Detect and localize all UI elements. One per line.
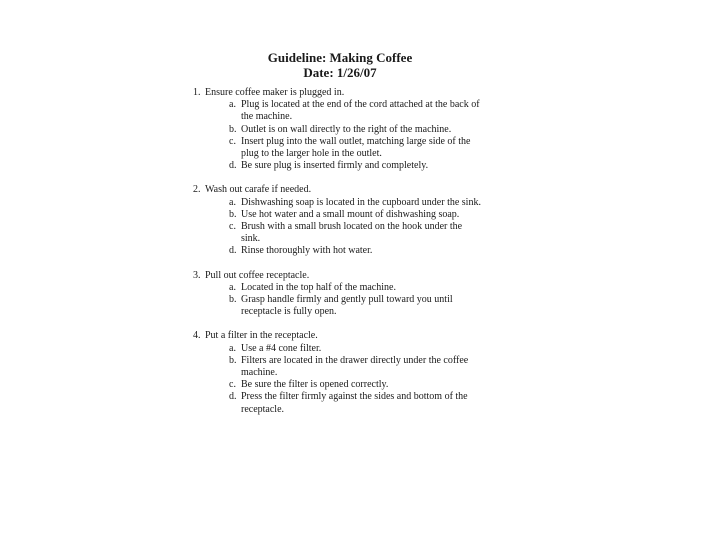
document-title: Guideline: Making Coffee (267, 50, 413, 65)
section-1 (193, 87, 493, 172)
item-letter: a. (229, 196, 236, 208)
item-letter: c. (229, 379, 236, 391)
instruction-list (193, 87, 493, 416)
item-letter: c. (229, 135, 236, 147)
section-4 (193, 330, 493, 415)
section-heading-text: Ensure coffee maker is plugged in. (205, 87, 345, 98)
list-item (193, 124, 493, 136)
section-heading-text: Put a filter in the receptacle. (205, 330, 318, 342)
item-text: Dishwashing soap is located in the cupboard under the sink. (241, 196, 481, 208)
item-letter: a. (229, 99, 236, 111)
section-heading (193, 184, 493, 196)
item-text: Filters are located in the drawer directly under the coffee machine. (241, 354, 469, 379)
item-text: Be sure the filter is opened correctly. (241, 379, 389, 391)
item-letter: b. (229, 123, 237, 135)
list-item (193, 221, 493, 245)
section-number: 1. (193, 87, 201, 98)
item-letter: d. (229, 245, 237, 257)
item-text: Press the filter firmly against the sides and bottom of the receptacle. (241, 391, 468, 415)
list-item (193, 136, 493, 160)
list-item (193, 209, 493, 221)
section-number: 4. (193, 330, 201, 342)
item-text: Insert plug into the wall outlet, matching large side of the plug to the larger hole in the outlet. (241, 135, 471, 160)
item-letter: b. (229, 354, 237, 366)
list-item (193, 355, 493, 379)
item-letter: c. (229, 221, 236, 233)
item-text: Be sure plug is inserted firmly and completely. (241, 160, 429, 172)
item-letter: b. (229, 208, 237, 220)
item-text: Grasp handle firmly and gently pull toward you until receptacle is fully open. (241, 294, 453, 318)
section-heading-text: Wash out carafe if needed. (205, 184, 312, 196)
list-item (193, 391, 493, 415)
list-item (193, 245, 493, 257)
item-letter: d. (229, 160, 237, 172)
list-item (193, 99, 493, 123)
item-text: Outlet is on wall directly to the right of the machine. (241, 123, 452, 135)
item-text: Brush with a small brush located on the hook under the sink. (241, 221, 463, 245)
item-letter: a. (229, 281, 236, 293)
section-heading (193, 270, 493, 282)
section-2 (193, 184, 493, 257)
section-heading-text: Pull out coffee receptacle. (205, 269, 310, 281)
item-letter: d. (229, 391, 237, 403)
document-date: Date: 1/26/07 (303, 65, 377, 80)
item-text: Rinse thoroughly with hot water. (241, 245, 373, 257)
list-item (193, 379, 493, 391)
section-number: 3. (193, 269, 201, 281)
item-letter: b. (229, 294, 237, 306)
section-3 (193, 270, 493, 319)
list-item (193, 197, 493, 209)
list-item (193, 343, 493, 355)
section-heading (193, 87, 493, 99)
list-item (193, 160, 493, 172)
item-text: Use a #4 cone filter. (241, 342, 322, 354)
list-item (193, 294, 493, 318)
item-letter: a. (229, 342, 236, 354)
item-text: Located in the top half of the machine. (241, 281, 396, 293)
section-heading (193, 330, 493, 342)
item-text: Use hot water and a small mount of dishwashing soap. (241, 208, 460, 220)
item-text: Plug is located at the end of the cord attached at the back of the machine. (241, 99, 480, 123)
list-item (193, 282, 493, 294)
section-number: 2. (193, 184, 201, 196)
